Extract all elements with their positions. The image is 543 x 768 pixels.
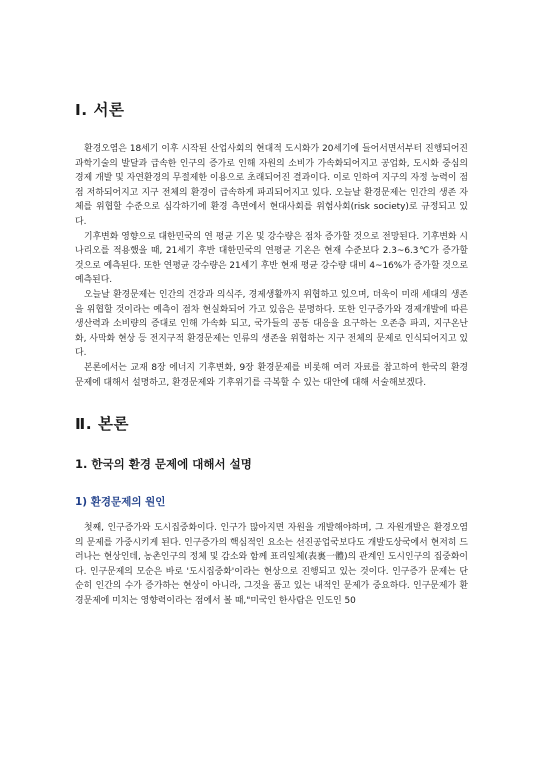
introduction-body (75, 142, 468, 390)
section-heading-introduction: Ⅰ. 서론 (75, 101, 125, 119)
paragraph: 환경오염은 18세기 이후 시작된 산업사회의 현대적 도시화가 20세기에 들어서면서부터 진행되어진 과학기술의 발달과 급속한 인구의 증가로 인해 자원의 소비가 가속화되어지고 공업화, 도시화 중심의 경제 개발 및 자연환경의 무절제한 이용으로 초래되어진 결과이다. 이로 인하여 지구의 자정 능력이 점점 저하되어지고 지구 전체의 환경이 급속하게 파괴되어지고 있다. 오늘날 환경문제는 인간의 생존 자체를 위협할 수준으로 심각하기에 환경 측면에서 현대사회를 위험사회(risk society)로 규정되고 있다. (75, 144, 468, 227)
paragraph: 기후변화 영향으로 대한민국의 연 평균 기온 및 강수량은 점차 증가할 것으로 전망된다. 기후변화 시나리오를 적용했을 때, 21세기 후반 대한민국의 연평균 기온은 현재 수준보다 2.3~6.3℃가 증가할 것으로 예측된다. 또한 연평균 강수량은 21세기 후반 현재 평균 강수량 대비 4~16%가 증가할 것으로 예측된다. (75, 231, 468, 286)
paragraph: 본론에서는 교재 8장 에너지 기후변화, 9장 환경문제를 비롯해 여러 자료를 참고하여 한국의 환경 문제에 대해서 설명하고, 환경문제와 기후위기를 극복할 수 있는 대안에 대해 서술해보겠다. (75, 362, 468, 388)
paragraph: 첫째, 인구증가와 도시집중화이다. 인구가 많아지면 자원을 개발해야하며, 그 자원개발은 환경오염의 문제를 가중시키게 된다. 인구증가의 핵심적인 요소는 선진공업국보다도 개발도상국에서 현저히 드러나는 현상인데, 농촌인구의 정체 및 감소와 함께 표리일체(表裏一體)의 관계인 도시인구의 집중화이다. 인구문제의 모순은 바로 '도시집중화'이라는 현상으로 진행되고 있는 것이다. 인구증가 문제는 단순히 인간의 수가 증가하는 현상이 아니라, 그것을 품고 있는 내적인 문제가 중요하다. 인구문제가 환경문제에 미치는 영향력이라는 점에서 볼 때,"미국인 한사람은 인도인 50 (75, 523, 468, 607)
subsubsection-heading: 1) 환경문제의 원인 (75, 496, 166, 509)
paragraph: 오늘날 환경문제는 인간의 건강과 의식주, 경제생활까지 위협하고 있으며, 더욱이 미래 세대의 생존을 위협할 것이라는 예측이 점차 현실화되어 가고 있음은 분명하다. 또한 인구증가와 경제개발에 따른 생산력과 소비량의 증대로 인해 가속화 되고, 국가들의 공동 대응을 요구하는 오존층 파괴, 지구온난화, 사막화 현상 등 전지구적 환경문제는 인류의 생존을 위협하는 지구 전체의 문제로 인식되어지고 있다. (75, 289, 468, 359)
origin-body (75, 521, 468, 609)
section-heading-body: Ⅱ. 본론 (75, 415, 129, 434)
subsection-heading: 1. 한국의 환경 문제에 대해서 설명 (75, 457, 252, 472)
